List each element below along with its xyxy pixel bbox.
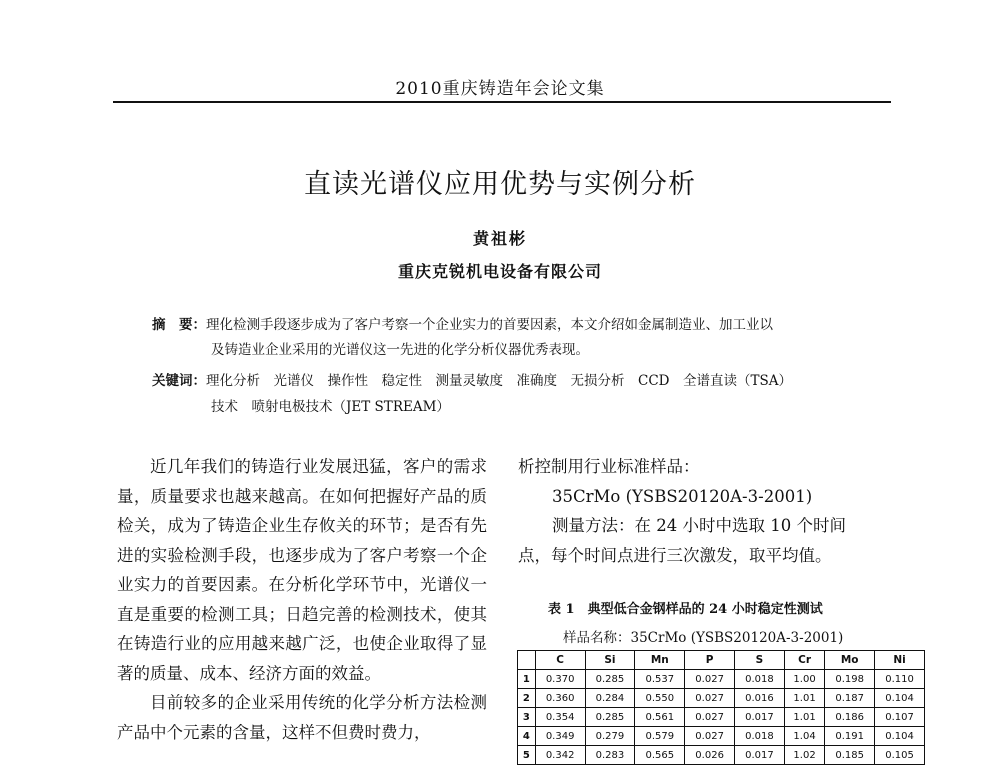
table-row-index: 1 bbox=[518, 670, 536, 689]
table-header-cell: Si bbox=[585, 651, 635, 670]
table-cell: 0.561 bbox=[635, 708, 685, 727]
table-cell: 0.579 bbox=[635, 727, 685, 746]
table-cell: 0.107 bbox=[875, 708, 925, 727]
table-row bbox=[518, 727, 925, 746]
table-cell: 1.01 bbox=[784, 708, 824, 727]
table-cell: 0.185 bbox=[825, 746, 875, 765]
table-cell: 0.360 bbox=[535, 689, 585, 708]
table-cell: 0.186 bbox=[825, 708, 875, 727]
table-cell: 0.370 bbox=[535, 670, 585, 689]
table-header-cell: C bbox=[535, 651, 585, 670]
table-row bbox=[518, 670, 925, 689]
table-cell: 0.104 bbox=[875, 727, 925, 746]
body-paragraph-2: 目前较多的企业采用传统的化学分析方法检测产品中个元素的含量，这样不但费时费力， bbox=[117, 693, 487, 742]
table-cell: 0.283 bbox=[585, 746, 635, 765]
table-cell: 0.537 bbox=[635, 670, 685, 689]
keywords-line-2: 技术 喷射电极技术（JET STREAM） bbox=[211, 399, 450, 415]
abstract-text-1: 理化检测手段逐步成为了客户考察一个企业实力的首要因素，本文介绍如金属制造业、加工业以 bbox=[206, 317, 773, 333]
abstract-line-1 bbox=[152, 313, 773, 338]
table-row bbox=[518, 708, 925, 727]
table-cell: 0.027 bbox=[685, 727, 735, 746]
table-cell: 1.04 bbox=[784, 727, 824, 746]
table-cell: 0.285 bbox=[585, 708, 635, 727]
table-header-cell: Mo bbox=[825, 651, 875, 670]
table-row-index: 5 bbox=[518, 746, 536, 765]
table-cell: 0.026 bbox=[685, 746, 735, 765]
table-row bbox=[518, 746, 925, 765]
keywords-label: 关键词： bbox=[152, 373, 206, 389]
table-cell: 0.104 bbox=[875, 689, 925, 708]
table-cell: 0.027 bbox=[685, 670, 735, 689]
table-cell: 0.349 bbox=[535, 727, 585, 746]
left-column bbox=[117, 452, 487, 747]
table-cell: 0.191 bbox=[825, 727, 875, 746]
table-cell: 0.550 bbox=[635, 689, 685, 708]
table-cell: 0.279 bbox=[585, 727, 635, 746]
stability-table bbox=[517, 650, 925, 765]
table-cell: 0.187 bbox=[825, 689, 875, 708]
table-header-cell: S bbox=[735, 651, 785, 670]
table-caption: 表 1 典型低合金钢样品的 24 小时稳定性测试 bbox=[548, 602, 823, 617]
table-header-cell: Cr bbox=[784, 651, 824, 670]
table-cell: 1.02 bbox=[784, 746, 824, 765]
table-cell: 0.027 bbox=[685, 708, 735, 727]
keywords-text-1: 理化分析 光谱仪 操作性 稳定性 测量灵敏度 准确度 无损分析 CCD 全谱直读（TSA） bbox=[206, 373, 792, 389]
table-cell: 0.018 bbox=[735, 727, 785, 746]
table-row-index: 2 bbox=[518, 689, 536, 708]
table-body bbox=[518, 670, 925, 765]
keywords-line-1 bbox=[152, 369, 792, 394]
table-cell: 1.00 bbox=[784, 670, 824, 689]
table-header-cell: Ni bbox=[875, 651, 925, 670]
right-text-line-3: 测量方法：在 24 小时中选取 10 个时间 bbox=[552, 516, 846, 535]
table-cell: 0.198 bbox=[825, 670, 875, 689]
header-rule bbox=[113, 101, 891, 103]
body-paragraph-1: 近几年我们的铸造行业发展迅猛，客户的需求量，质量要求也越来越高。在如何把握好产品的质检关，成为了铸造企业生存攸关的环节；是否有先进的实验检测手段，也逐步成为了客户考察一个企业实力的首要因素。在分析化学环节中，光谱仪一直是重要的检测工具；日趋完善的检测技术，使其在铸造行业的应用越来越广泛，也使企业取得了显著的质量、成本、经济方面的效益。 bbox=[117, 457, 487, 683]
right-text-line-1: 析控制用行业标准样品： bbox=[518, 457, 700, 476]
table-cell: 0.017 bbox=[735, 746, 785, 765]
table-cell: 0.016 bbox=[735, 689, 785, 708]
table-cell: 0.565 bbox=[635, 746, 685, 765]
table-header-row bbox=[518, 651, 925, 670]
table-cell: 0.110 bbox=[875, 670, 925, 689]
table-cell: 0.105 bbox=[875, 746, 925, 765]
table-header-cell: Mn bbox=[635, 651, 685, 670]
right-text-line-2: 35CrMo (YSBS20120A-3-2001) bbox=[552, 487, 813, 506]
paper-title: 直读光谱仪应用优势与实例分析 bbox=[304, 169, 696, 200]
table-row-index: 4 bbox=[518, 727, 536, 746]
table-cell: 1.01 bbox=[784, 689, 824, 708]
abstract-label: 摘 要： bbox=[152, 317, 206, 333]
table-row-index: 3 bbox=[518, 708, 536, 727]
table-header-cell bbox=[518, 651, 536, 670]
table-row bbox=[518, 689, 925, 708]
table-cell: 0.354 bbox=[535, 708, 585, 727]
table-cell: 0.342 bbox=[535, 746, 585, 765]
table-cell: 0.285 bbox=[585, 670, 635, 689]
author-affiliation: 重庆克锐机电设备有限公司 bbox=[397, 262, 602, 281]
table-sample-name: 样品名称：35CrMo (YSBS20120A-3-2001) bbox=[563, 630, 844, 646]
table-cell: 0.284 bbox=[585, 689, 635, 708]
table-cell: 0.027 bbox=[685, 689, 735, 708]
running-header: 2010重庆铸造年会论文集 bbox=[395, 79, 605, 99]
right-text-line-4: 点，每个时间点进行三次激发，取平均值。 bbox=[518, 546, 832, 565]
author-name: 黄祖彬 bbox=[472, 229, 527, 248]
table-cell: 0.018 bbox=[735, 670, 785, 689]
abstract-line-2: 及铸造业企业采用的光谱仪这一先进的化学分析仪器优秀表现。 bbox=[211, 342, 589, 358]
table-header-cell: P bbox=[685, 651, 735, 670]
table-cell: 0.017 bbox=[735, 708, 785, 727]
